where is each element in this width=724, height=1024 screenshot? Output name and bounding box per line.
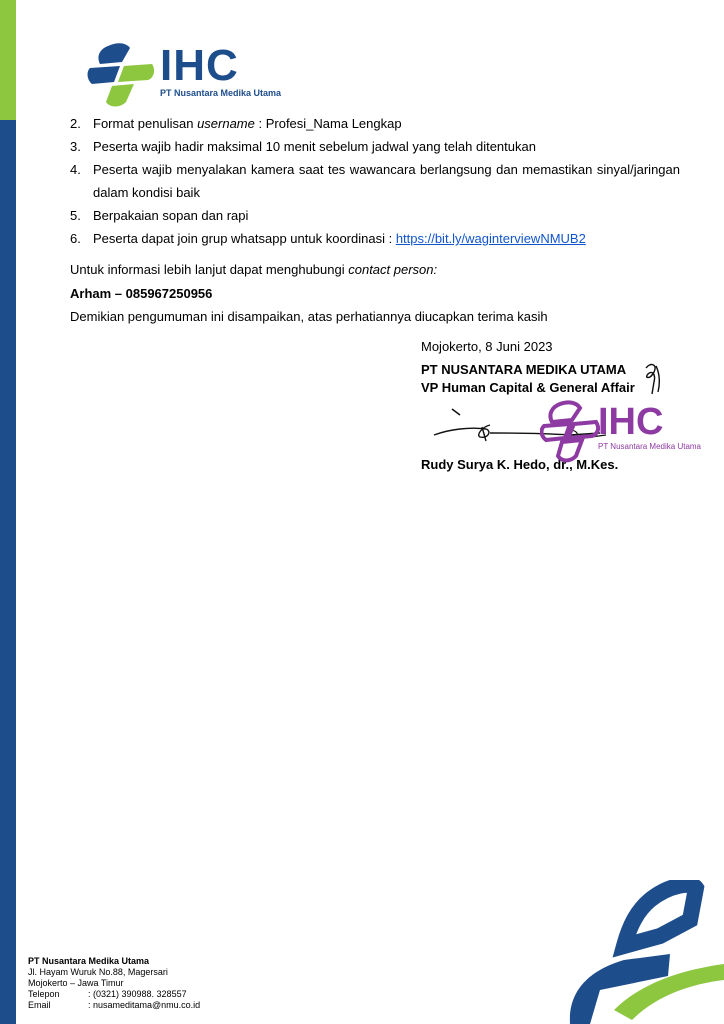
stamp-subtitle: PT Nusantara Medika Utama (598, 442, 702, 451)
list-text: Peserta wajib menyalakan kamera saat tes wawancara berlangsung dan memastikan sinyal/jaringan dalam kondisi baik (93, 162, 680, 200)
list-text: Peserta dapat join grup whatsapp untuk koordinasi : (93, 231, 396, 246)
logo-subtitle: PT Nusantara Medika Utama (160, 88, 282, 98)
footer-company: PT Nusantara Medika Utama (28, 956, 150, 966)
list-number: 3. (70, 139, 81, 154)
signer-position: VP Human Capital & General Affair (421, 380, 635, 395)
email-label: Email (28, 1000, 51, 1010)
signer-name: Rudy Surya K. Hedo, dr., M.Kes. (421, 457, 619, 472)
company-logo (86, 40, 296, 112)
stamp-text: IHC (598, 401, 664, 443)
info-text: Untuk informasi lebih lanjut dapat menghubungi (70, 262, 349, 277)
list-item (70, 158, 680, 204)
corner-leaf-logo (560, 880, 724, 1024)
company-stamp (540, 400, 720, 466)
list-item (70, 112, 680, 135)
signer-company: PT NUSANTARA MEDIKA UTAMA (421, 362, 627, 377)
list-number: 5. (70, 208, 81, 223)
info-italic: contact person: (348, 262, 438, 277)
list-text: : Profesi_Nama Lengkap (254, 116, 402, 131)
footer-address (28, 956, 200, 1011)
place-date: Mojokerto, 8 Juni 2023 (421, 339, 553, 354)
whatsapp-group-link[interactable]: https://bit.ly/waginterviewNMUB2 (395, 231, 586, 246)
contact-person: Arham – 085967250956 (70, 286, 213, 301)
side-bar-green (0, 0, 16, 120)
logo-leaf-icon (86, 40, 156, 112)
footer-address-line: Jl. Hayam Wuruk No.88, Magersari (28, 967, 168, 977)
list-number: 4. (70, 162, 81, 177)
list-item (70, 204, 680, 227)
list-number: 2. (70, 116, 81, 131)
side-bar-blue (0, 120, 16, 1024)
info-paragraph (70, 261, 437, 279)
phone-value: : (0321) 390988. 328557 (88, 989, 187, 999)
footer-email (28, 1000, 200, 1011)
list-item (70, 227, 680, 250)
phone-label: Telepon (28, 989, 60, 999)
instruction-list (70, 112, 680, 250)
logo-text: IHC (160, 41, 239, 90)
list-number: 6. (70, 231, 81, 246)
closing-text: Demikian pengumuman ini disampaikan, atas perhatiannya diucapkan terima kasih (70, 309, 548, 324)
footer-phone (28, 989, 200, 1000)
signature-initial (640, 360, 664, 396)
list-item (70, 135, 680, 158)
list-text: Peserta wajib hadir maksimal 10 menit sebelum jadwal yang telah ditentukan (93, 139, 536, 154)
list-text-italic: username (197, 116, 255, 131)
list-text: Format penulisan (93, 116, 198, 131)
list-text: Berpakaian sopan dan rapi (93, 208, 249, 223)
email-value: : nusameditama@nmu.co.id (88, 1000, 201, 1010)
footer-address-line: Mojokerto – Jawa Timur (28, 978, 124, 988)
stamp-leaf-icon (540, 400, 600, 466)
